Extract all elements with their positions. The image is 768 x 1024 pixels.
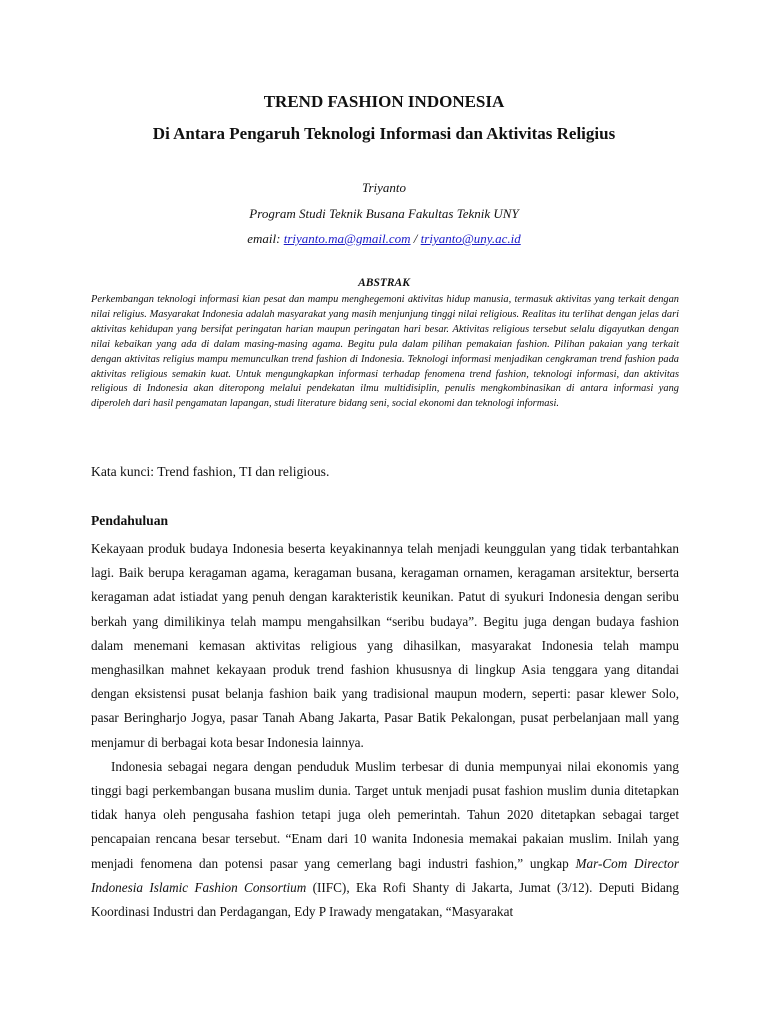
author-name: Triyanto: [361, 180, 407, 195]
body-paragraph-1: Kekayaan produk budaya Indonesia beserta keyakinannya telah menjadi keunggulan yang tidak terbantahkan lagi. Baik berupa keragaman agama, keragaman busana, keragaman ornamen, keragaman arsitektur, berserta keragaman adat istiadat yang penuh dengan karakteristik keunikan. Patut di syukuri Indonesia dengan seribu berkah yang dimilikinya telah mampu mengahsilkan “seribu budaya”. Begitu juga dengan budaya fashion dalam menemani kemasan aktivitas religious yang dihasilkan, masyarakat Indonesia telah mampu menghasilkan mahnet kekayaan produk trend fashion khususnya di lingkup Asia tenggara yang ditandai dengan eksistensi pusat belanja fashion baik yang tradisional maupun modern, seperti: pasar klewer Solo, pasar Beringharjo Jogya, pasar Tanah Abang Jakarta, Pasar Batik Pekalongan, pusat perbelanjaan mall yang menjamur di berbagai kota besar Indonesia lainnya.: [91, 541, 679, 750]
email-prefix: email:: [247, 231, 284, 246]
email-separator: /: [410, 231, 421, 246]
abstract-text: Perkembangan teknologi informasi kian pesat dan mampu menghegemoni aktivitas hidup manusia, termasuk aktivitas yang terkait dengan nilai religius. Masyarakat Indonesia adalah masyarakat yang masih menjunjung tinggi nilai religious. Realitas itu terlihat dengan jelas dari aktivitas kehidupan yang bersifat peringatan harian maupun peringatan hari besar. Aktivitas religious tersebut selalu digayutkan dengan nilai kebaikan yang ada di dalam masing-masing agama. Begitu pula dalam pilihan pemakaian fashion. Pilihan pakaian yang terkait dengan aktivitas religius mampu memunculkan trend fashion di Indonesia. Teknologi informasi menjadikan cengkraman trend fashion pada aktivitas religious semakin kuat. Untuk mengungkapkan informasi terhadap fenomena trend fashion, teknologi informasi, dan aktivitas religious di Indonesia akan diteropong melalui pendekatan ilmu multidisiplin, penulis mengkombinasikan di antara informasi yang diperoleh dari hasil pengamatan lapangan, studi literature bidang seni, social ekonomi dan teknologi informasi.: [91, 294, 679, 410]
author-email-line: [0, 231, 768, 247]
email-link-2[interactable]: triyanto@uny.ac.id: [420, 231, 521, 246]
section-heading: Pendahuluan: [91, 513, 169, 528]
body-paragraph-2: [91, 755, 679, 924]
paper-subtitle: Di Antara Pengaruh Teknologi Informasi dan Aktivitas Religius: [152, 124, 616, 143]
paragraph-2-italic-role: Mar-Com Director Indonesia Islamic Fashion Consortium: [91, 855, 679, 895]
paper-title: TREND FASHION INDONESIA: [263, 92, 505, 111]
paragraph-2-text-a: Indonesia sebagai negara dengan penduduk Muslim terbesar di dunia mempunyai nilai ekonomis yang tinggi bagi perkembangan busana muslim dunia. Target untuk menjadi pusat fashion muslim dunia ditetapkan tidak hanya oleh pengusaha fashion tetapi juga oleh pemerintah. Tahun 2020 ditetapkan sebagai target pencapaian rencana besar tersebut. “Enam dari 10 wanita Indonesia memakai pakaian muslim. Inilah yang menjadi fenomena dan potensi pasar yang cemerlang bagi industri fashion,” ungkap: [91, 758, 679, 871]
paragraph-2-text-b: (IIFC), Eka Rofi Shanty di Jakarta, Jumat (3/12). Deputi Bidang Koordinasi Industri dan Perdagangan, Edy P Irawady mengatakan, “Masyarakat: [91, 879, 679, 920]
keywords-line: Kata kunci: Trend fashion, TI dan religious.: [91, 464, 330, 479]
author-affiliation: Program Studi Teknik Busana Fakultas Teknik UNY: [249, 206, 519, 221]
section-body: [91, 537, 679, 924]
abstract-heading: ABSTRAK: [358, 277, 410, 289]
email-link-1[interactable]: triyanto.ma@gmail.com: [283, 231, 411, 246]
